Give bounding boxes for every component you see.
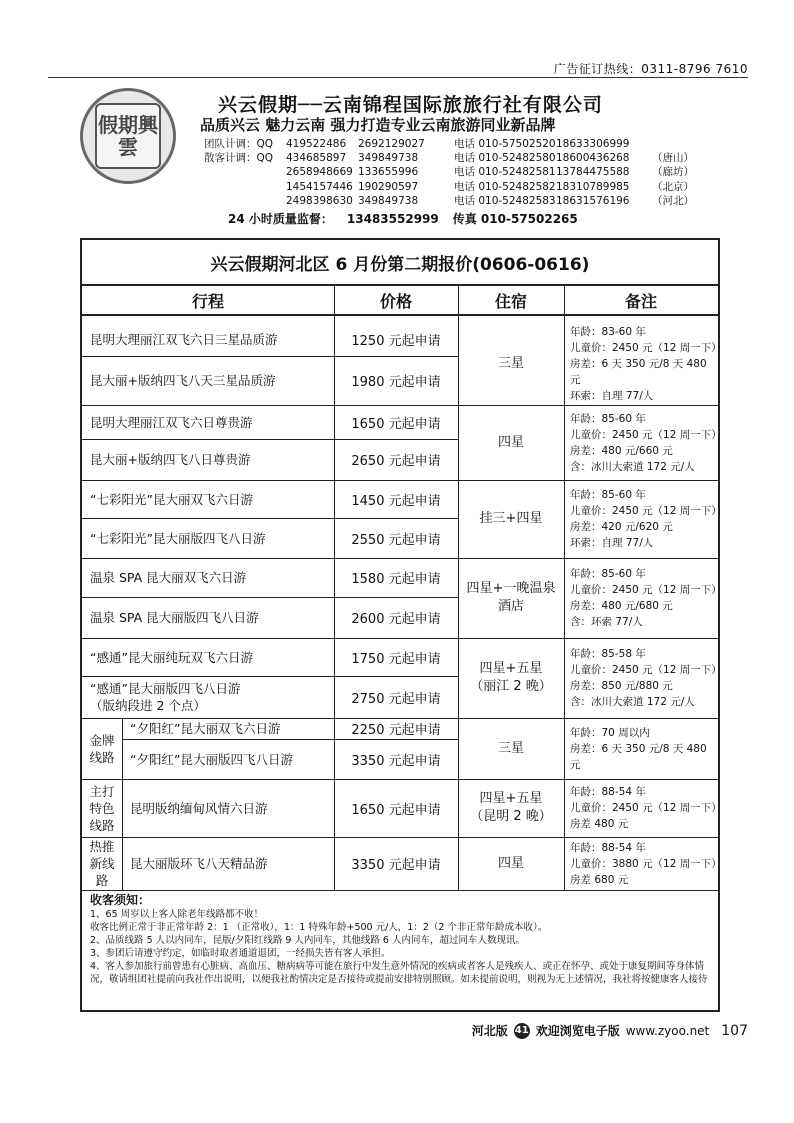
contact-cell: 18600436268: [556, 152, 630, 165]
note-line: 儿童价：2450 元（12 周一下）: [570, 664, 722, 676]
price-cell: 2650 元起申请: [351, 454, 441, 469]
route-category: 热推 新线 路: [89, 839, 115, 888]
note-line: 年龄：70 周以内: [570, 726, 650, 739]
notice-line: 收客比例正常于非正常年龄 2：1 （正常收），1：1 特殊年龄+500 元/人，1：2（2 个非正常年龄成本收）。: [90, 922, 548, 933]
footer-edition: 河北版: [471, 1024, 508, 1038]
price-cell: 2250 元起申请: [351, 723, 441, 738]
contact-cell: 18633306999: [556, 138, 630, 150]
price-cell: 1650 元起申请: [351, 802, 441, 818]
col-divider: [564, 286, 565, 890]
contact-cell: 电话 010-52482583: [454, 194, 556, 207]
contact-cell: （河北）: [652, 194, 694, 207]
note-line: 儿童价：2450 元（12 周一下）: [570, 584, 722, 596]
note-line: 儿童价：2450 元（12 周一下）: [570, 505, 722, 517]
row-divider: [82, 890, 122, 891]
notice-section: [90, 894, 710, 986]
note-line: 年龄：85-60 年: [570, 412, 646, 425]
hotel-cell: 三星: [497, 740, 524, 756]
price-cell: 1650 元起申请: [351, 416, 441, 432]
notes-cell: [564, 638, 722, 718]
quality-number: 13483552999: [346, 212, 439, 226]
route-category: 金牌 线路: [89, 732, 115, 765]
route-cell: 昆明大理丽江双飞六日三星品质游: [90, 331, 278, 347]
notice-line: 3、参团后请遵守约定，如临时取者通道退团，一经损失皆有客人承担。: [90, 948, 391, 959]
footer-slogan: 欢迎浏览电子版: [535, 1024, 620, 1038]
note-line: 房差：6 天 350 元/8 天 480 元: [570, 357, 707, 386]
header-divider: [48, 77, 748, 78]
notice-line: 2、品质线路 5 人以内同车，昆版/夕阳红线路 9 人内同车，其他线路 6 人内同车，超过同车人数现讯。: [90, 935, 525, 946]
notice-title: 收客须知：: [90, 893, 151, 907]
price-cell: 2550 元起申请: [351, 532, 441, 548]
note-line: 年龄：88-54 年: [570, 786, 646, 798]
contact-cell: 133655996: [358, 166, 419, 179]
note-line: 含：冰川大索道 172 元/人: [570, 696, 695, 708]
fax-number: 传真 010-57502265: [452, 212, 578, 226]
note-line: 含：环索 77/人: [570, 616, 643, 628]
contact-cell: 2498398630: [286, 194, 353, 207]
price-cell: 1980 元起申请: [351, 375, 441, 390]
col-divider: [122, 779, 123, 837]
note-line: 年龄：83-60 年: [570, 325, 646, 338]
quality-label: 24 小时质量监督：: [228, 212, 333, 226]
company-slogan: 品质兴云 魅力云南 强力打造专业云南旅游同业新品牌: [200, 116, 556, 134]
contact-cell: 13784475588: [556, 166, 630, 179]
note-line: 儿童价：2450 元（12 周一下）: [570, 428, 722, 441]
route-cell: 昆明版纳缅甸风情六日游: [130, 800, 268, 816]
hotel-cell: 四星+五星 （丽江 2 晚）: [470, 661, 552, 694]
header-price: 价格: [334, 286, 458, 316]
route-category: 主打 特色 线路: [89, 783, 115, 833]
note-line: 房差：480 元/660 元: [570, 444, 673, 457]
header-notes: 备注: [564, 286, 718, 316]
price-cell: 1750 元起申请: [351, 651, 441, 667]
note-line: 儿童价：2450 元（12 周一下）: [570, 802, 722, 814]
price-cell: 1450 元起申请: [351, 493, 441, 509]
note-line: 房差：420 元/620 元: [570, 521, 673, 533]
col-divider: [458, 286, 459, 890]
col-divider: [122, 718, 123, 779]
route-cell: 温泉 SPA 昆大丽版四飞八日游: [90, 610, 259, 625]
contact-cell: 18631576196: [556, 194, 630, 207]
col-divider: [122, 837, 123, 890]
contact-cell: 电话 010-52482582: [454, 180, 556, 193]
note-line: 儿童价：2450 元（12 周一下）: [570, 341, 722, 354]
notes-cell: [564, 718, 718, 779]
route-cell: 昆明大理丽江双飞六日尊贵游: [90, 414, 253, 430]
contact-cell: 电话 010-52482581: [454, 166, 556, 179]
contact-cell: 电话 010-52482580: [454, 152, 556, 165]
price-cell: 1580 元起申请: [351, 572, 441, 587]
notes-cell: [564, 837, 722, 890]
header-route: 行程: [82, 286, 334, 316]
page-footer: [472, 1022, 748, 1039]
notice-line: 1、65 周岁以上客人除老年线路都不收！: [90, 909, 264, 920]
contact-cell: 电话 010-57502520: [454, 138, 556, 150]
note-line: 年龄：85-60 年: [570, 568, 646, 580]
note-line: 含：冰川大索道 172 元/人: [570, 460, 695, 473]
contact-cell: 18310789985: [556, 180, 630, 193]
header-hotel: 住宿: [458, 286, 564, 316]
route-cell: “感通”昆大丽纯玩双飞六日游: [90, 649, 253, 665]
notes-cell: [564, 558, 722, 638]
contact-cell: （廊坊）: [652, 166, 694, 179]
price-cell: 3350 元起申请: [351, 858, 441, 873]
logo-seal: 假期興雲: [95, 103, 161, 169]
note-line: 年龄：88-54 年: [570, 841, 646, 854]
notes-cell: [564, 480, 722, 558]
price-cell: 1250 元起申请: [351, 333, 441, 349]
notes-cell: [564, 779, 722, 837]
contact-cell: 349849738: [358, 194, 419, 207]
note-line: 环索：自理 77/人: [570, 537, 654, 549]
hotel-cell: 四星+一晚温泉 酒店: [466, 581, 556, 614]
note-line: 儿童价：3880 元（12 周一下）: [570, 857, 722, 870]
notes-cell: [564, 322, 722, 405]
route-cell: “夕阳红”昆大丽双飞六日游: [130, 721, 281, 736]
hotel-cell: 挂三+四星: [479, 511, 543, 526]
note-line: 年龄：85-60 年: [570, 489, 646, 501]
note-line: 房差：850 元/880 元: [570, 680, 673, 692]
note-line: 房差：6 天 350 元/8 天 480 元: [570, 742, 707, 771]
row-divider: [458, 890, 718, 891]
hotel-cell: 四星: [497, 434, 524, 450]
note-line: 环索：自理 77/人: [570, 389, 654, 402]
contact-cell: 434685897: [286, 152, 347, 165]
quality-hotline: [228, 210, 592, 227]
hotel-cell: 四星: [497, 855, 524, 871]
notes-cell: [564, 405, 722, 480]
contact-cell: 2692129027: [358, 138, 425, 150]
price-cell: 3350 元起申请: [351, 753, 441, 769]
route-cell: 昆大丽+版纳四飞八日尊贵游: [90, 452, 251, 467]
note-line: 房差 680 元: [570, 873, 629, 886]
note-line: 房差：480 元/680 元: [570, 600, 673, 612]
hotel-cell: 四星+五星 （昆明 2 晚）: [470, 791, 552, 824]
price-table: [80, 238, 720, 1012]
company-name: 兴云假期──云南锦程国际旅旅行社有限公司: [218, 94, 603, 116]
price-cell: 2600 元起申请: [351, 612, 441, 627]
contact-cell: 190290597: [358, 180, 419, 193]
note-line: 年龄：85-58 年: [570, 648, 646, 660]
route-cell: “七彩阳光”昆大丽双飞六日游: [90, 491, 253, 507]
page-number: 107: [721, 1022, 748, 1039]
ad-hotline: 广告征订热线：0311-8796 7610: [553, 62, 748, 76]
hotel-cell: 三星: [497, 355, 524, 371]
company-logo: [80, 88, 176, 184]
notice-line: 4、客人参加旅行前曾患有心脏病、高血压、糖病病等可能在旅行中发生意外情况的疾病或者客人是残疾人、或正在怀孕、或处于康复期间等身体情况，敬请组团社提前向我社作出说明，以便我社酌情决定是否接待或提前安排特别照顾。如未提前说明，则视为无上述情况，我社将按健康客人接待: [90, 961, 708, 985]
contact-cell: （唐山）: [652, 152, 694, 165]
route-cell: 昆大丽+版纳四飞八天三星品质游: [90, 373, 276, 388]
contact-cell: 2658948669: [286, 166, 353, 179]
footer-website: www.zyoo.net: [625, 1023, 710, 1038]
route-cell: “感通”昆大丽版四飞八日游 （版纳段进 2 个点）: [90, 681, 241, 713]
contact-cell: （北京）: [652, 180, 694, 193]
route-cell: “七彩阳光”昆大丽版四飞八日游: [90, 530, 266, 546]
row-divider: [122, 890, 458, 891]
contact-cell: 团队计调：QQ: [204, 138, 274, 150]
contact-cell: 419522486: [286, 138, 347, 150]
table-title: 兴云假期河北区 6 月份第二期报价(0606-0616): [82, 240, 718, 286]
route-cell: 昆大丽版环飞八天精品游: [130, 856, 268, 871]
contact-cell: 349849738: [358, 152, 419, 165]
contact-cell: 1454157446: [286, 180, 353, 193]
route-cell: 温泉 SPA 昆大丽双飞六日游: [90, 570, 247, 585]
note-line: 房差 480 元: [570, 818, 629, 830]
price-cell: 2750 元起申请: [351, 691, 441, 707]
route-cell: “夕阳红”昆大丽版四飞八日游: [130, 751, 293, 767]
contact-cell: 散客计调：QQ: [204, 152, 274, 165]
footer-badge: 41: [514, 1023, 530, 1039]
col-divider: [334, 286, 335, 890]
